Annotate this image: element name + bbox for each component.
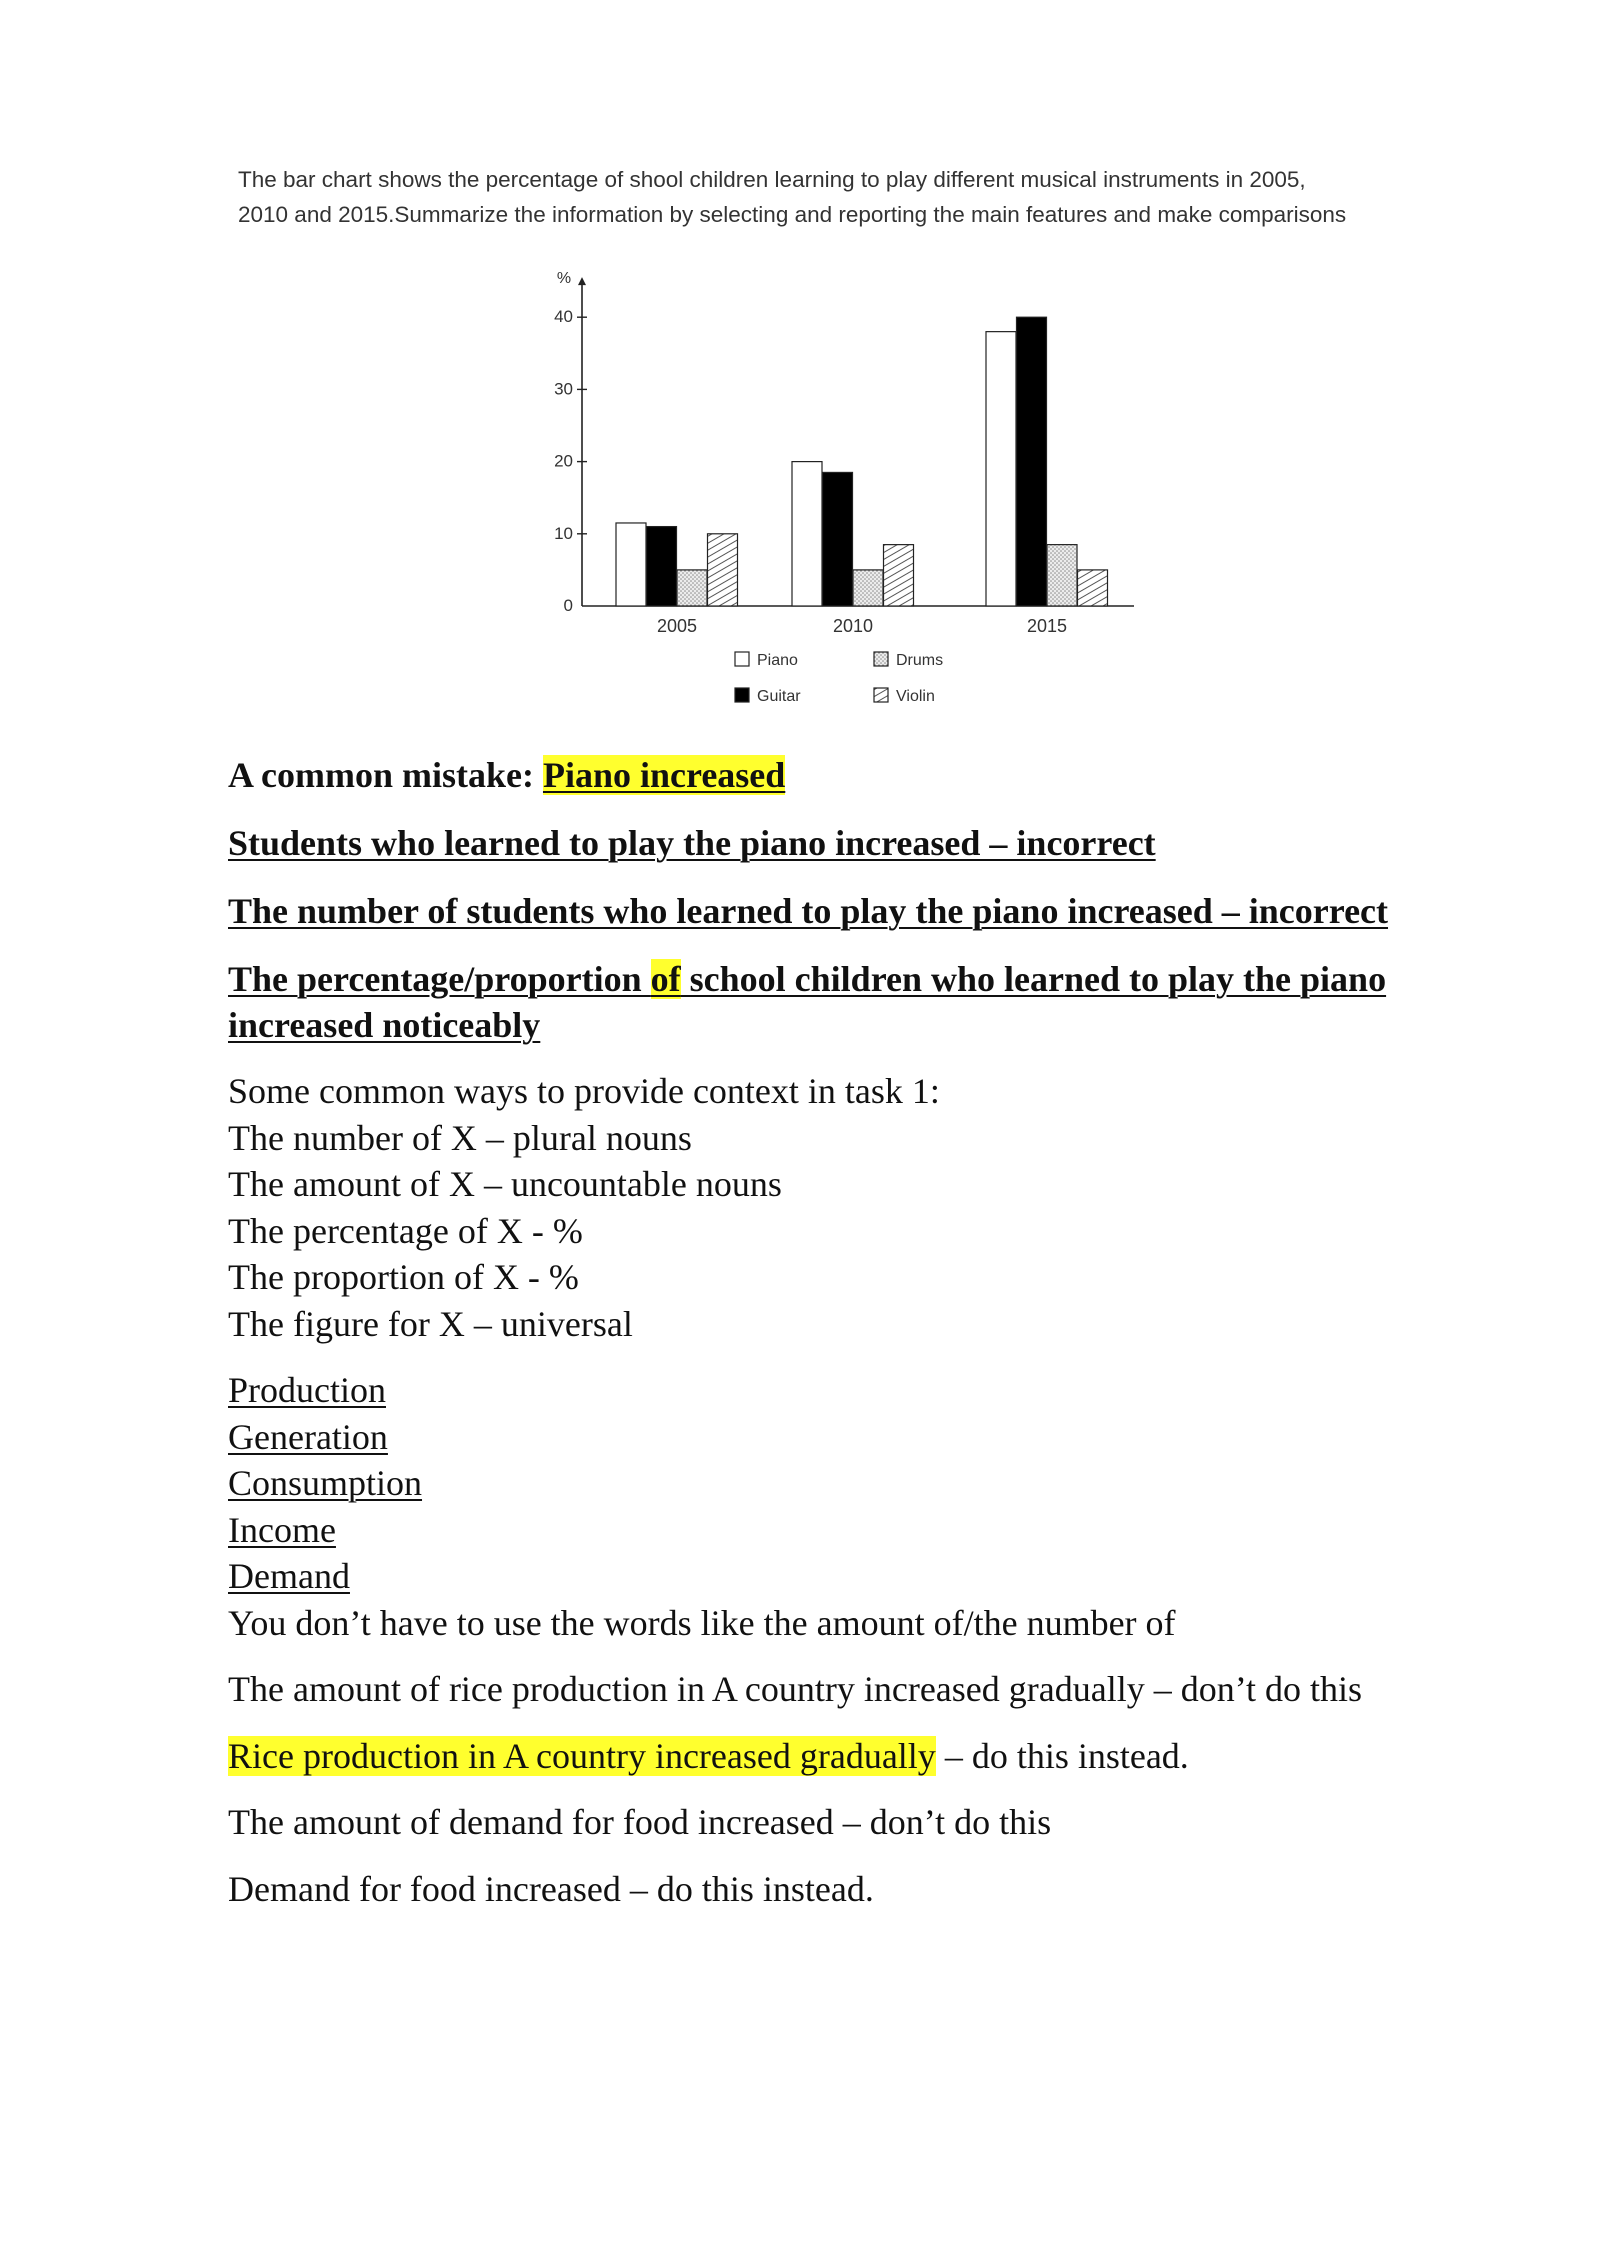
correct-part-1: The percentage/proportion	[228, 959, 651, 999]
bar-piano-2005	[616, 523, 646, 606]
mistake-highlight: Piano increased	[542, 755, 786, 795]
bar-drums-2005	[677, 570, 707, 606]
incorrect-example-2: The number of students who learned to play the piano increased – incorrect	[228, 891, 1389, 931]
correct-line-2: increased noticeably	[228, 1005, 541, 1045]
y-axis-arrow	[578, 277, 586, 285]
context-item: The proportion of X - %	[228, 1257, 579, 1297]
prompt-line-2: 2010 and 2015.Summarize the information by selecting and reporting the main features and make comparisons	[238, 202, 1347, 227]
noun-list	[228, 1367, 1458, 1646]
legend-swatch-drums	[874, 652, 888, 666]
bar-piano-2015	[986, 332, 1016, 606]
example-do-2: Demand for food increased – do this instead.	[228, 1868, 874, 1909]
bar-violin-2005	[708, 534, 738, 606]
document-body	[228, 752, 1458, 1912]
noun-item: Income	[228, 1509, 336, 1550]
x-tick-label: 2010	[832, 616, 874, 636]
y-tick-label: 10	[554, 523, 573, 543]
y-tick-label: 40	[554, 307, 573, 327]
bar-chart	[520, 270, 1160, 720]
noun-item: Generation	[228, 1416, 388, 1457]
x-tick-label: 2015	[1026, 616, 1068, 636]
x-tick-label: 2005	[656, 616, 698, 636]
bar-drums-2010	[853, 570, 883, 606]
example-do-1-rest: – do this instead.	[935, 1735, 1189, 1776]
y-tick-label: 0	[563, 596, 573, 615]
context-item: The number of X – plural nouns	[228, 1117, 692, 1158]
bar-guitar-2015	[1017, 317, 1047, 606]
correct-part-2: school children who learned to play the piano	[680, 959, 1387, 999]
context-list	[228, 1068, 1458, 1347]
y-tick-label: 30	[554, 379, 573, 399]
context-item: The amount of X – uncountable nouns	[228, 1164, 782, 1204]
legend-swatch-violin	[874, 688, 888, 702]
bar-violin-2015	[1078, 570, 1108, 606]
y-axis-unit: %	[556, 270, 572, 288]
noun-item: Production	[228, 1370, 386, 1410]
mistake-heading	[228, 752, 1458, 798]
bar-guitar-2010	[823, 472, 853, 606]
example-do-1	[228, 1733, 1458, 1780]
bar-piano-2010	[792, 462, 822, 606]
legend-label-piano: Piano	[757, 652, 798, 669]
note-text: You don’t have to use the words like the amount of/the number of	[228, 1602, 1176, 1643]
mistake-label: A common mistake:	[228, 755, 543, 795]
context-intro: Some common ways to provide context in task 1:	[228, 1071, 940, 1111]
context-item: The percentage of X - %	[228, 1210, 583, 1251]
bar-violin-2010	[884, 545, 914, 606]
incorrect-example-1: Students who learned to play the piano increased – incorrect	[228, 823, 1156, 863]
noun-item: Consumption	[228, 1463, 423, 1503]
prompt-line-1: The bar chart shows the percentage of shool children learning to play different musical instruments in 2005,	[238, 167, 1306, 192]
example-dont-1: The amount of rice production in A country increased gradually – don’t do this	[228, 1669, 1363, 1709]
context-item: The figure for X – universal	[228, 1303, 633, 1344]
bar-drums-2015	[1047, 545, 1077, 606]
bar-guitar-2005	[647, 527, 677, 606]
legend-label-drums: Drums	[896, 652, 944, 669]
legend-swatch-guitar	[735, 688, 749, 702]
legend-label-guitar: Guitar	[757, 688, 801, 705]
legend-swatch-piano	[735, 652, 749, 666]
task-prompt	[238, 162, 1458, 232]
y-tick-label: 20	[554, 451, 573, 471]
correct-example	[228, 956, 1458, 1048]
example-do-1-highlight: Rice production in A country increased gradually	[228, 1735, 936, 1776]
noun-item: Demand	[228, 1556, 350, 1596]
example-dont-2: The amount of demand for food increased – don’t do this	[228, 1802, 1052, 1842]
correct-highlight: of	[650, 959, 681, 999]
legend-label-violin: Violin	[896, 688, 935, 705]
